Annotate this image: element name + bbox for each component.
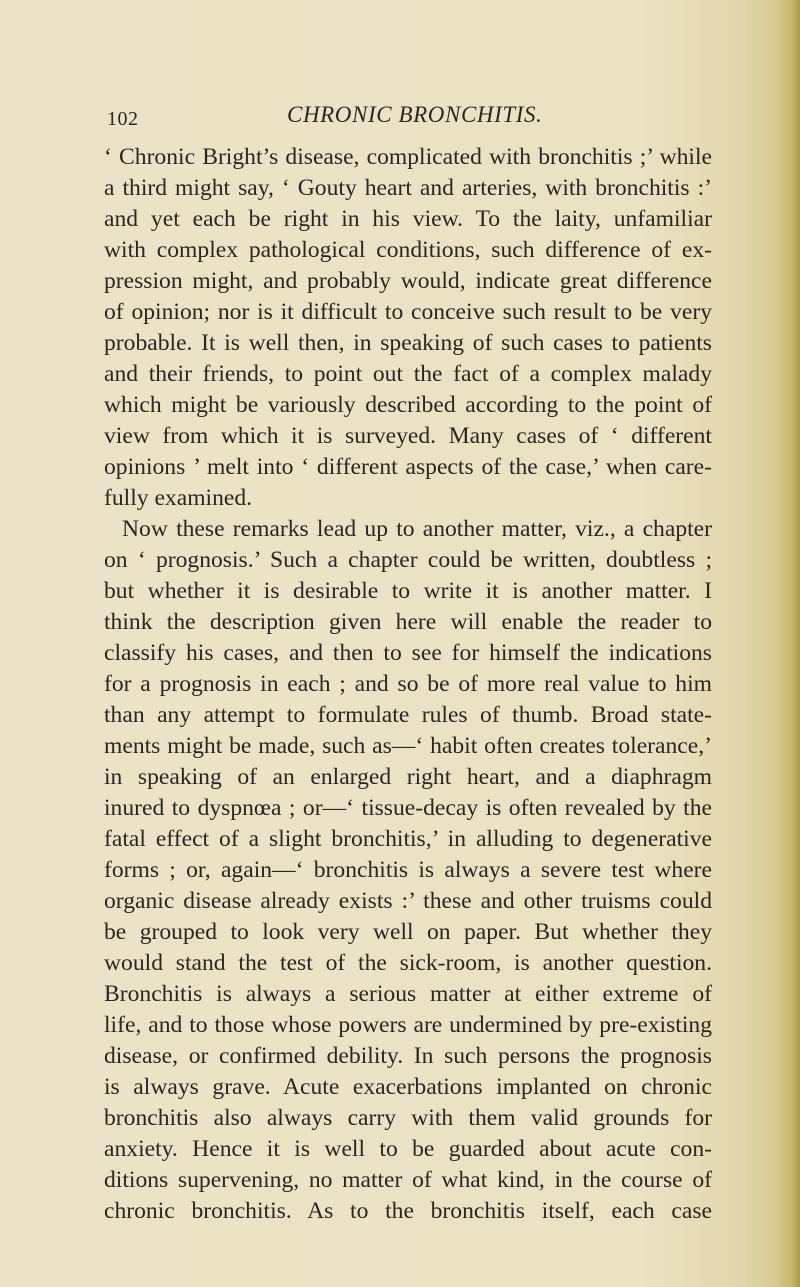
text-line: classify his cases, and then to see for himself the indications bbox=[104, 640, 712, 666]
text-line: but whether it is desirable to write it is another matter. I bbox=[104, 578, 712, 604]
text-line: opinions ’ melt into ‘ different aspects of the case,’ when care- bbox=[104, 454, 712, 480]
text-line: anxiety. Hence it is well to be guarded about acute con- bbox=[104, 1136, 712, 1162]
text-line: ditions supervening, no matter of what kind, in the course of bbox=[104, 1167, 712, 1193]
text-line: and their friends, to point out the fact of a complex malady bbox=[104, 361, 712, 387]
running-head bbox=[0, 102, 800, 132]
running-title: CHRONIC BRONCHITIS. bbox=[287, 102, 543, 127]
text-line: disease, or confirmed debility. In such persons the prognosis bbox=[104, 1043, 712, 1069]
text-line: forms ; or, again—‘ bronchitis is always a severe test where bbox=[104, 857, 712, 883]
text-line: inured to dyspnœa ; or—‘ tissue-decay is often revealed by the bbox=[104, 795, 712, 821]
text-line: with complex pathological conditions, such difference of ex- bbox=[104, 237, 712, 263]
text-line: which might be variously described according to the point of bbox=[104, 392, 712, 418]
text-line: on ‘ prognosis.’ Such a chapter could be written, doubtless ; bbox=[104, 547, 712, 573]
text-line: Bronchitis is always a serious matter at either extreme of bbox=[104, 981, 712, 1007]
text-line: for a prognosis in each ; and so be of more real value to him bbox=[104, 671, 712, 697]
text-line: chronic bronchitis. As to the bronchitis itself, each case bbox=[104, 1198, 712, 1224]
text-line: is always grave. Acute exacerbations implanted on chronic bbox=[104, 1074, 712, 1100]
text-line: ments might be made, such as—‘ habit often creates tolerance,’ bbox=[104, 733, 712, 759]
body-text bbox=[104, 142, 712, 1227]
text-line: pression might, and probably would, indicate great difference bbox=[104, 268, 712, 294]
text-line: fatal effect of a slight bronchitis,’ in alluding to degenerative bbox=[104, 826, 712, 852]
text-line: think the description given here will enable the reader to bbox=[104, 609, 712, 635]
text-line: organic disease already exists :’ these and other truisms could bbox=[104, 888, 712, 914]
text-line: would stand the test of the sick-room, is another question. bbox=[104, 950, 712, 976]
text-line: bronchitis also always carry with them valid grounds for bbox=[104, 1105, 712, 1131]
text-line: life, and to those whose powers are undermined by pre-existing bbox=[104, 1012, 712, 1038]
text-line: probable. It is well then, in speaking of such cases to patients bbox=[104, 330, 712, 356]
text-line: of opinion; nor is it difficult to conceive such result to be very bbox=[104, 299, 712, 325]
text-line: Now these remarks lead up to another matter, viz., a chapter bbox=[122, 516, 712, 542]
text-line: view from which it is surveyed. Many cases of ‘ different bbox=[104, 423, 712, 449]
text-line: and yet each be right in his view. To the laity, unfamiliar bbox=[104, 206, 712, 232]
text-line: a third might say, ‘ Gouty heart and arteries, with bronchitis :’ bbox=[104, 175, 712, 201]
text-line: in speaking of an enlarged right heart, and a diaphragm bbox=[104, 764, 712, 790]
page-number: 102 bbox=[107, 108, 139, 130]
page-edge-shadow bbox=[778, 0, 800, 1287]
text-line: than any attempt to formulate rules of thumb. Broad state- bbox=[104, 702, 712, 728]
text-line: be grouped to look very well on paper. But whether they bbox=[104, 919, 712, 945]
text-line: fully examined. bbox=[104, 485, 253, 511]
text-line: ‘ Chronic Bright’s disease, complicated with bronchitis ;’ while bbox=[104, 144, 712, 170]
